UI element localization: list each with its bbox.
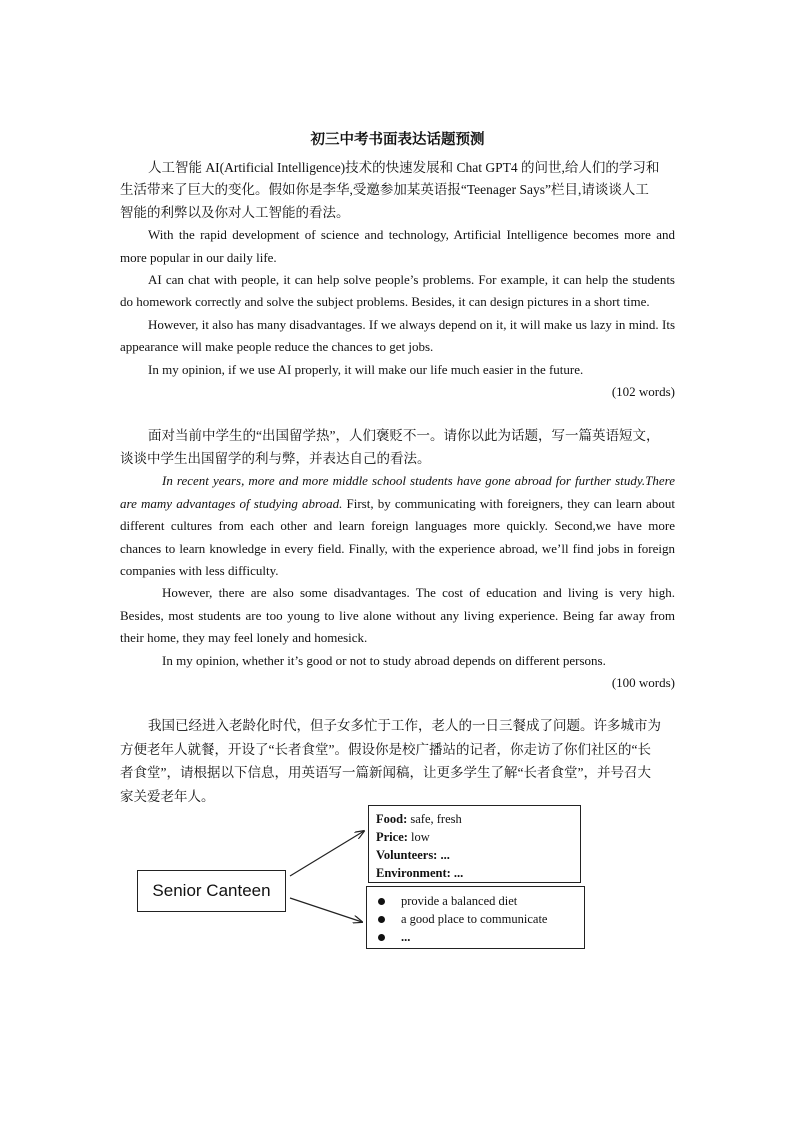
topic3-prompt-line1: 我国已经进入老龄化时代，但子女多忙于工作，老人的一日三餐成了问题。许多城市为 [148, 718, 661, 734]
topic2-prompt-line1: 面对当前中学生的“出国留学热”，人们褒贬不一。请你以此为话题，写一篇英语短文， [148, 428, 660, 444]
environment-row: Environment: ... [376, 866, 464, 880]
info-box [368, 805, 581, 883]
food-row: Food: safe, fresh [376, 812, 462, 826]
document-body [120, 128, 675, 808]
topic2-paragraph-2: However, there are also some disadvantages. The cost of education and living is very high. Besides, most students are too young to live alone without any living experience. Being far away from their home, they may feel lonely and homesick. [120, 585, 675, 646]
topic2-word-count: (100 words) [611, 674, 675, 690]
page-title: 初三中考书面表达话题预测 [310, 132, 485, 148]
arrow-to-benefit-box [290, 898, 362, 922]
topic3-prompt-line4: 家关爱老年人。 [120, 788, 215, 804]
topic1-word-count: (102 words) [611, 384, 675, 400]
topic2-paragraph-3: In my opinion, whether it’s good or not to study abroad depends on different persons. [162, 652, 606, 668]
topic1-prompt-line2: 生活带来了巨大的变化。假如你是李华,受邀参加某英语报“Teenager Says”栏目,请谈谈人工 [120, 182, 649, 198]
benefit-item: a good place to communicate [374, 910, 577, 928]
bullet-icon [378, 934, 385, 941]
price-row: Price: low [376, 830, 430, 844]
arrow-to-info-box [290, 831, 364, 876]
topic2-paragraph-1 [120, 470, 675, 582]
topic1-paragraph-1: With the rapid development of science and technology, Artificial Intelligence becomes more and more popular in our daily life. [120, 227, 675, 265]
bullet-icon [378, 916, 385, 923]
topic1-prompt-line1: 人工智能 AI(Artificial Intelligence)技术的快速发展和 Chat GPT4 的问世,给人们的学习和 [148, 160, 660, 175]
topic3-prompt-line2: 方便老年人就餐，开设了“长者食堂”。假设你是校广播站的记者，你走访了你们社区的“长 [120, 741, 651, 757]
topic1-prompt-line3: 智能的利弊以及你对人工智能的看法。 [120, 204, 350, 220]
topic1-paragraph-2: AI can chat with people, it can help solve people’s problems. For example, it can help the students do homework correctly and solve the subject problems. Besides, it can design pictures in a short time. [120, 272, 675, 310]
senior-canteen-box: Senior Canteen [137, 870, 286, 912]
topic3-prompt-line3: 者食堂”，请根据以下信息，用英语写一篇新闻稿，让更多学生了解“长者食堂”，并号召大 [120, 765, 651, 781]
benefit-box [366, 886, 585, 949]
bullet-icon [378, 898, 385, 905]
topic2-paragraph-1-rest: First, by communicating with foreigners, they can learn about different cultures from each other and learn foreign languages more quickly. Second,we have more chances to learn knowledge in every field. Finally, with the experience abroad, we’ll find jobs in foreign companies with less difficulty. [120, 495, 675, 578]
topic2-prompt-line2: 谈谈中学生出国留学的利与弊，并表达自己的看法。 [120, 450, 431, 466]
topic1-paragraph-3: However, it also has many disadvantages. If we always depend on it, it will make us lazy in mind. Its appearance will make people reduce the chances to get jobs. [120, 316, 675, 355]
benefit-item: provide a balanced diet [374, 892, 577, 910]
topic2-paragraph-1-italic: In recent years, more and more middle school students have gone abroad for further study.There are mamy advantages of studying abroad. [120, 473, 675, 511]
topic1-paragraph-4: In my opinion, if we use AI properly, it will make our life much easier in the future. [148, 361, 584, 377]
benefit-item: ... [374, 928, 577, 946]
volunteers-row: Volunteers: ... [376, 848, 450, 862]
